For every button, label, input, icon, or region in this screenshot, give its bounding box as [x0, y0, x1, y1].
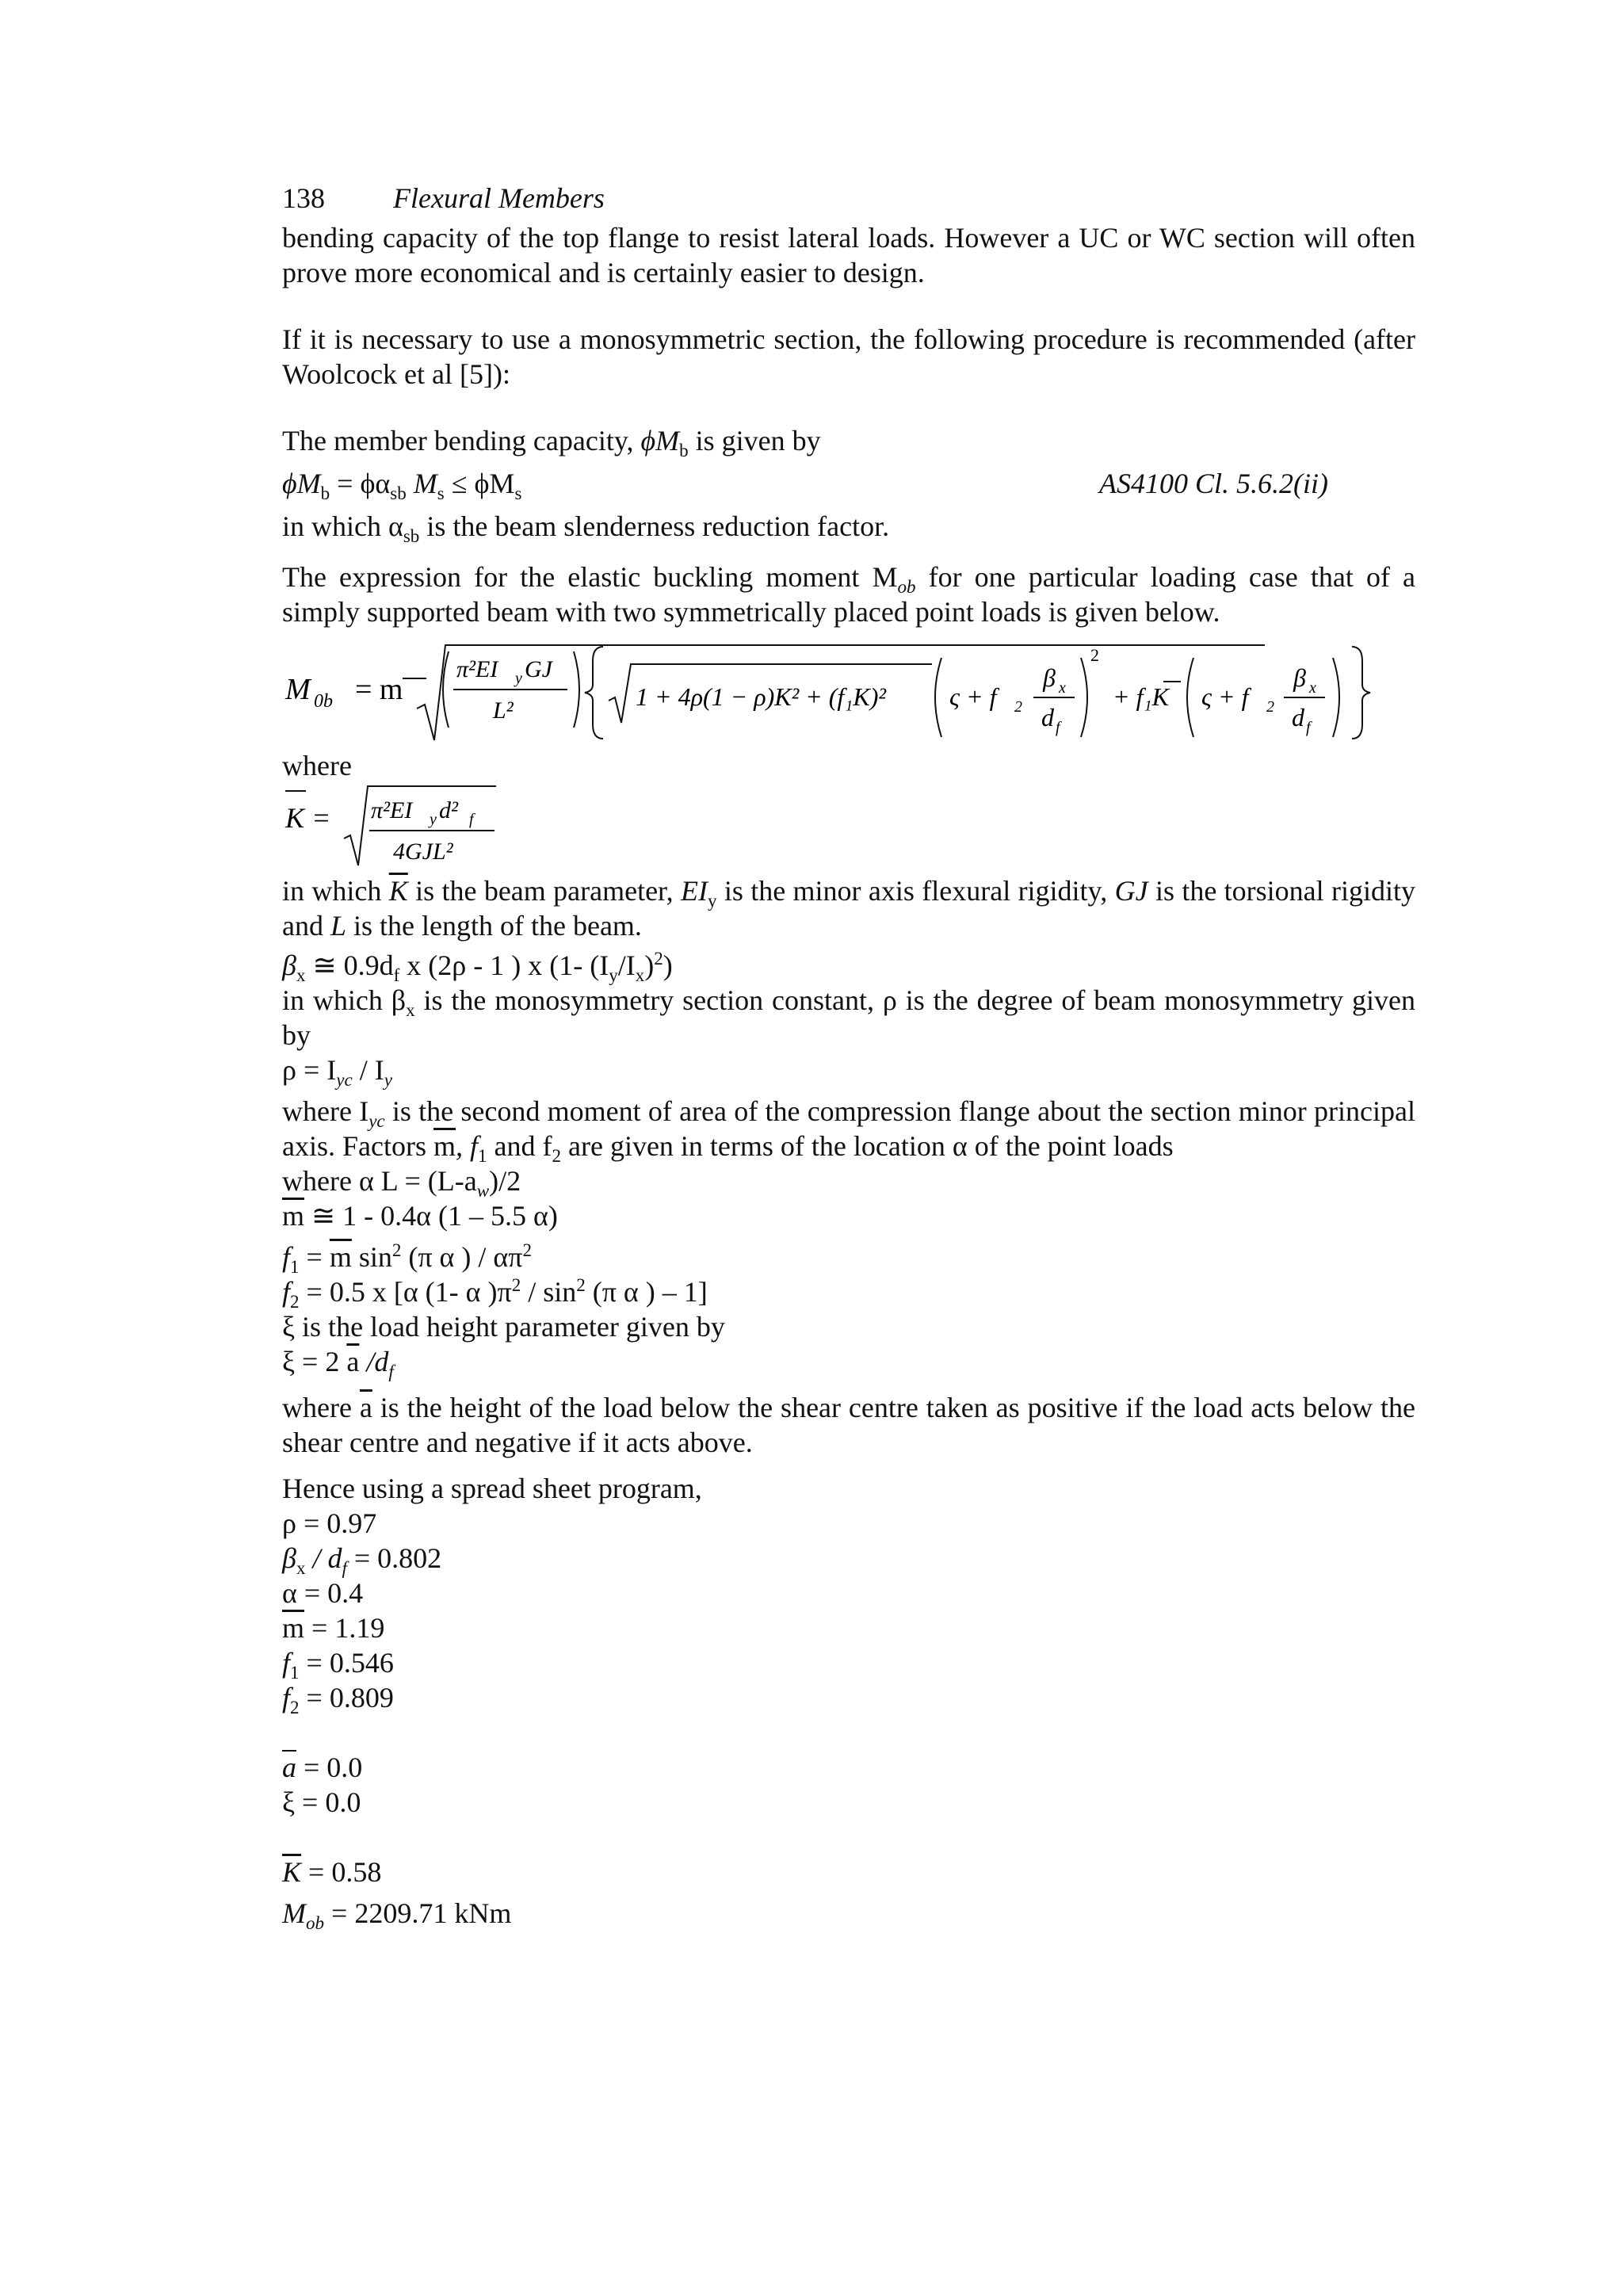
beta-equation: $\beta_x$ ≅ $0.9d_f$ x (2ρ - 1 ) x (1- $(I_y/I_x)^2$) — [282, 948, 673, 986]
result-beta: $\beta_x / d_f = 0.802$ — [282, 1542, 442, 1579]
paragraph-2: If it is necessary to use a monosymmetric section, the following procedure is recommended (after Woolcock et al [5]): — [282, 323, 1415, 390]
svg-text:β: β — [1293, 663, 1306, 692]
result-xi: ξ = 0.0 — [282, 1786, 361, 1818]
document-page — [282, 181, 1416, 1934]
page-header — [282, 181, 1415, 216]
svg-text:y: y — [515, 670, 522, 687]
f2-equation: $f_2 = 0.5$ x [α (1- α )$\pi^2 / \sin^2 (\pi$ α ) – 1] — [282, 1274, 708, 1312]
svg-text:f: f — [1056, 719, 1060, 736]
m-equation: $\overline{m}$ ≅ 1 - 0.4α (1 – 5.5 α) — [282, 1200, 558, 1232]
rho-equation: $\rho = I_{yc} / I_y$ — [282, 1054, 392, 1091]
capacity-intro: The member bending capacity, $\phi M_b$ is given by — [282, 425, 821, 461]
slenderness-factor: in which $\alpha_{sb}$ is the beam slenderness reduction factor. — [282, 510, 890, 547]
paragraph-1: bending capacity of the top flange to resist lateral loads. However a UC or WC section will often prove more economical and is certainly easier to design. — [282, 222, 1415, 288]
alpha-l-equation: where α $L = (L-a_w)/2$ — [282, 1165, 521, 1201]
svg-text:d²: d² — [439, 797, 458, 823]
result-mob: $M_{ob} = 2209.71$ kNm — [282, 1897, 512, 1934]
svg-text:d: d — [1041, 703, 1054, 732]
results-list — [282, 1506, 1415, 1934]
svg-text:= m: = m — [355, 673, 403, 706]
svg-text:2: 2 — [1266, 698, 1274, 716]
result-m: $\overline{m} = 1.19$ — [282, 1612, 385, 1644]
svg-text:2: 2 — [1090, 645, 1099, 665]
buckling-moment-formula — [282, 629, 1415, 748]
svg-text:L²: L² — [493, 697, 514, 724]
svg-text:+ f₁K: + f₁K — [1113, 682, 1169, 711]
svg-text:1 + 4ρ(1 − ρ)K² + (f₁K)²: 1 + 4ρ(1 − ρ)K² + (f₁K)² — [636, 682, 887, 711]
running-title: Flexural Members — [393, 182, 605, 214]
svg-text:f: f — [1306, 719, 1311, 736]
result-alpha: α = 0.4 — [282, 1577, 364, 1609]
result-f1: $f_1 = 0.546$ — [282, 1647, 394, 1683]
k-definition: in which $\overline{K}$ is the beam parameter, $EI_y$ is the minor axis flexural rigidity, GJ is the torsional rigidity and L is the length of the beam. — [282, 875, 1416, 942]
svg-text:ς + f: ς + f — [949, 682, 997, 711]
page-number: 138 — [282, 182, 325, 214]
svg-text:GJ: GJ — [525, 656, 552, 682]
code-reference: AS4100 Cl. 5.6.2(ii) — [1099, 468, 1328, 499]
f1-equation: $f_1 = \overline{m}$ $\sin^2 (\pi$ α ) / $\alpha\pi^2$ — [282, 1240, 532, 1278]
svg-text:f: f — [469, 811, 474, 828]
result-rho: ρ = 0.97 — [282, 1507, 377, 1539]
svg-text:π²EI: π²EI — [456, 656, 498, 682]
svg-text:y: y — [430, 811, 437, 828]
formula-lhs: M — [285, 673, 311, 706]
a-definition: where $\overline{a}$ is the height of the load below the shear centre taken as positive if the load acts below the shear centre and negative if it acts above. — [282, 1392, 1415, 1458]
xi-equation: ξ = 2 $\overline{a}$ $/d_f$ — [282, 1346, 394, 1382]
result-f2: $f_2 = 0.809$ — [282, 1682, 394, 1718]
svg-text:ς + f: ς + f — [1201, 682, 1249, 711]
result-a: $\overline{a} = 0.0$ — [282, 1752, 363, 1783]
result-k: $\overline{K} = 0.58$ — [282, 1856, 382, 1888]
svg-text:0b: 0b — [314, 691, 333, 712]
k-formula — [282, 783, 599, 870]
svg-text:4GJL²: 4GJL² — [393, 839, 453, 865]
svg-text:2: 2 — [1014, 698, 1022, 716]
svg-text:β: β — [1043, 663, 1056, 692]
capacity-equation: $\phi M_b = \phi\alpha_{sb}$ $M_s \le \phi M_s$ AS4100 Cl. 5.6.2(ii) — [282, 468, 1328, 504]
svg-text:π²EI: π²EI — [371, 797, 413, 823]
svg-text:d: d — [1292, 703, 1304, 732]
xi-description: ξ is the load height parameter given by — [282, 1311, 725, 1343]
svg-text:K =: K = — [285, 802, 331, 834]
hence-text: Hence using a spread sheet program, — [282, 1473, 702, 1504]
where-label: where — [282, 750, 352, 781]
iyc-definition: where $I_{yc}$ is the second moment of area of the compression flange about the section minor principal axis. Factors $\overline{m}$, $f_1$ and $f_2$ are given in terms of the location α of the point loads — [282, 1095, 1415, 1167]
svg-text:x: x — [1059, 679, 1066, 697]
paragraph-3: The expression for the elastic buckling moment $M_{ob}$ for one particular loading case that of a simply supported beam with two symmetrically placed point loads is given below. — [282, 561, 1416, 628]
beta-definition: in which $\beta_x$ is the monosymmetry section constant, ρ is the degree of beam monosymmetry given by — [282, 984, 1415, 1051]
svg-text:x: x — [1309, 679, 1316, 697]
